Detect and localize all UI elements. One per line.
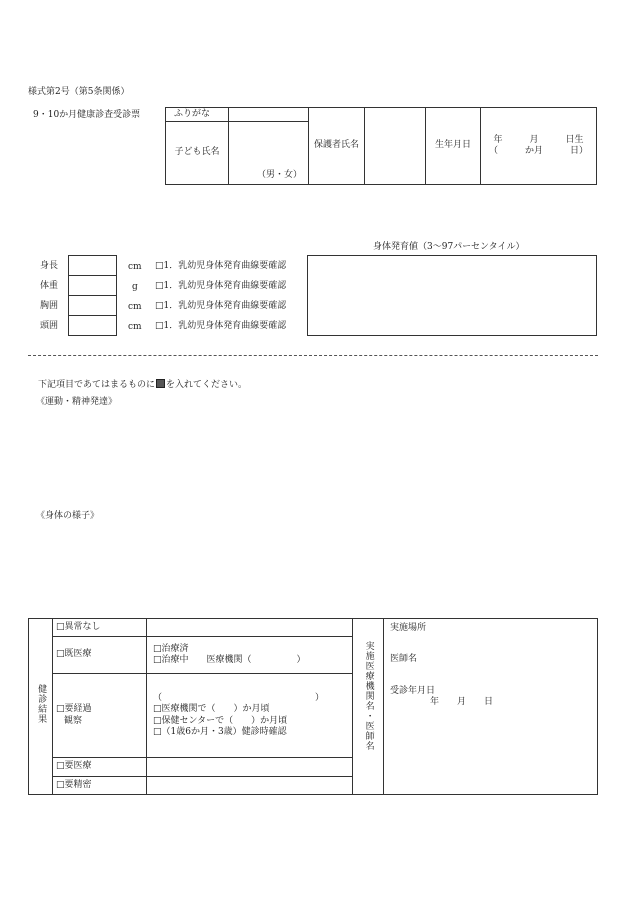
motor-section-title: 《運動・精神発達》 (36, 397, 118, 407)
measure-unit-weight: g (132, 282, 138, 292)
visit-date-format: 年 月 日 (430, 696, 494, 707)
option-normal[interactable]: □異常なし (53, 619, 147, 637)
child-name-field[interactable] (229, 122, 309, 185)
place-label: 実施場所 (390, 623, 427, 633)
option-needs-exam[interactable]: □要精密 (53, 776, 147, 794)
measure-unit-height: cm (128, 262, 142, 272)
treatment-ongoing-checkbox[interactable]: □治療中 医療機関（ ） (153, 655, 306, 666)
follow-center-checkbox[interactable]: □保健センターで（ ）か月頃 (153, 715, 288, 726)
option-needs-care[interactable]: □要医療 (53, 758, 147, 776)
follow-hospital-checkbox[interactable]: □医療機関で（ ）か月頃 (153, 704, 270, 715)
guardian-name-label: 保護者氏名 (309, 108, 365, 185)
results-side-label: 健診結果 (36, 684, 47, 725)
body-section-title: 《身体の様子》 (36, 511, 100, 521)
institution-field[interactable] (384, 619, 598, 795)
birthdate-field[interactable] (481, 108, 597, 185)
doctor-label: 医師名 (390, 654, 418, 665)
measure-check-height[interactable]: □1．乳幼児身体発育曲線要確認 (155, 261, 287, 271)
measure-label-chest: 胸囲 (40, 301, 59, 311)
furigana-label: ふりがな (166, 108, 229, 122)
option-follow-up-line1: □要経過 (56, 704, 92, 715)
results-side-label-cell (29, 619, 53, 795)
institution-label: 実施医療機関名・医師名 (363, 641, 374, 751)
head-input[interactable] (68, 315, 117, 336)
sex-choice: （男・女） (256, 169, 302, 180)
option-under-treatment[interactable]: □既医療 (53, 637, 147, 674)
measure-label-head: 頭囲 (40, 321, 59, 331)
check-instruction-after: を入れてください。 (166, 380, 248, 390)
needs-care-detail (147, 758, 353, 776)
measure-check-weight[interactable]: □1．乳幼児身体発育曲線要確認 (155, 281, 287, 291)
measure-label-height: 身長 (40, 261, 59, 271)
follow-up-detail (147, 673, 353, 757)
birthdate-line1: 年 月 日生 (493, 134, 584, 145)
height-input[interactable] (68, 255, 117, 276)
measure-check-chest[interactable]: □1．乳幼児身体発育曲線要確認 (155, 301, 287, 311)
treatment-done-checkbox[interactable]: □治療済 (153, 643, 189, 654)
birthdate-line2: （ か月 日） (488, 146, 588, 156)
chest-input[interactable] (68, 295, 117, 316)
checked-box-icon (156, 379, 165, 388)
form-title: 9・10か月健康診査受診票 (33, 110, 141, 120)
normal-detail (147, 619, 353, 637)
institution-label-cell (353, 619, 384, 795)
visit-date-label: 受診年月日 (390, 685, 436, 696)
measure-label-weight: 体重 (40, 281, 59, 291)
needs-exam-detail (147, 776, 353, 794)
furigana-field[interactable] (229, 108, 309, 122)
follow-up-paren[interactable]: （ ） (153, 693, 325, 704)
weight-input[interactable] (68, 275, 117, 296)
measure-unit-head: cm (128, 322, 142, 332)
results-table (28, 618, 598, 795)
growth-chart-title: 身体発育値（3～97パーセンタイル） (373, 242, 525, 252)
follow-checkup-checkbox[interactable]: □（1歳6か月・3歳）健診時確認 (153, 726, 287, 737)
cut-line (28, 355, 598, 356)
birthdate-label: 生年月日 (426, 108, 481, 185)
option-follow-up-line2: 観察 (64, 715, 83, 726)
guardian-name-field[interactable] (365, 108, 426, 185)
treatment-detail (147, 637, 353, 674)
check-instruction-before: 下記項目であてはまるものに (38, 380, 156, 390)
form-label: 様式第2号（第5条関係） (28, 87, 130, 97)
check-instruction (38, 378, 247, 390)
option-follow-up[interactable] (53, 673, 147, 757)
header-table (165, 107, 597, 185)
measure-unit-chest: cm (128, 302, 142, 312)
measure-check-head[interactable]: □1．乳幼児身体発育曲線要確認 (155, 321, 287, 331)
growth-chart-box (307, 255, 597, 336)
child-name-label: 子ども氏名 (166, 122, 229, 185)
